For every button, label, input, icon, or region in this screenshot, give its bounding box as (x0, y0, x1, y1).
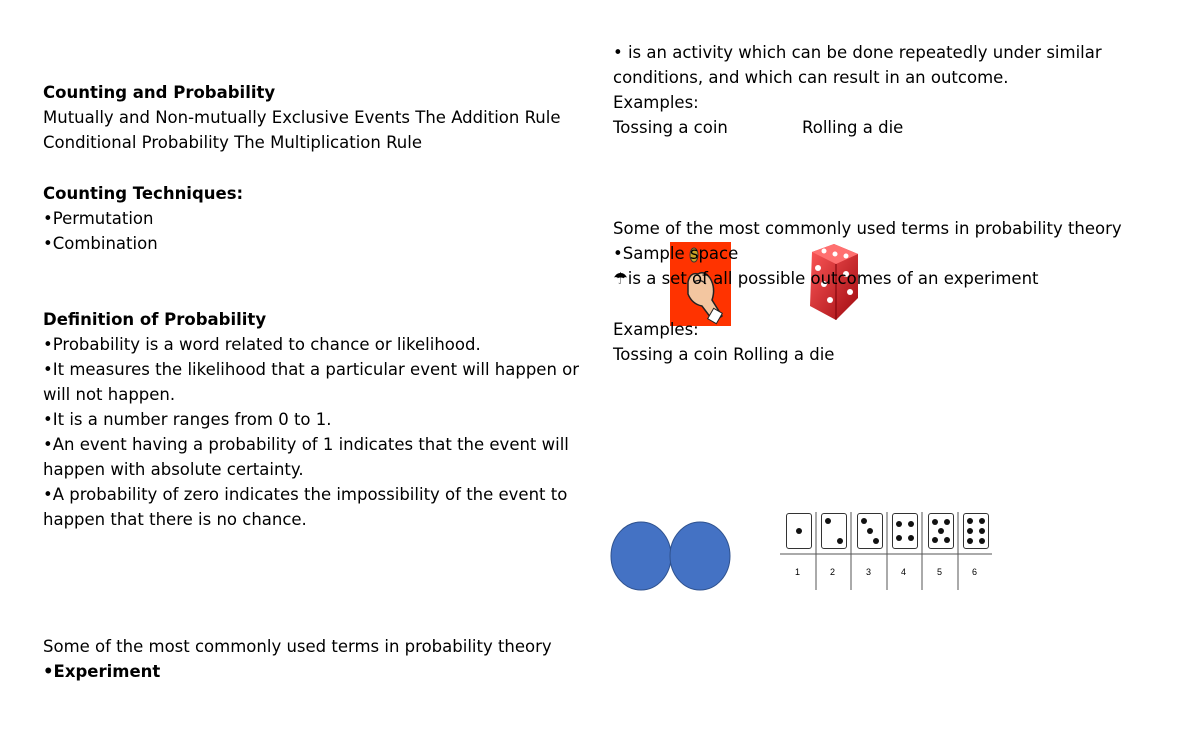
page-title: Counting and Probability (43, 83, 276, 102)
coin-tails (670, 522, 730, 590)
examples-label-2: Examples: (613, 320, 699, 339)
topics-line-2: Conditional Probability The Multiplication Rule (43, 133, 423, 152)
list-item: •Permutation (43, 209, 154, 228)
die-outcome-label: 2 (830, 567, 836, 577)
definition-line: •It is a number ranges from 0 to 1. (43, 410, 332, 429)
coin-outcomes-image (610, 521, 732, 591)
die-outcome-label: 1 (795, 567, 801, 577)
experiment-label: •Experiment (43, 662, 161, 681)
sample-space-label: •Sample space (613, 244, 739, 263)
example-coin: Tossing a coin (613, 118, 728, 137)
definition-heading: Definition of Probability (43, 310, 267, 329)
definition-line: •Probability is a word related to chance or likelihood. (43, 335, 481, 354)
topics-line-1: Mutually and Non-mutually Exclusive Events The Addition Rule (43, 108, 561, 127)
examples-line-2: Tossing a coin Rolling a die (613, 345, 835, 364)
terms-intro-left: Some of the most commonly used terms in probability theory (43, 637, 552, 656)
die-outcome-label: 4 (901, 567, 907, 577)
die-face-6 (963, 513, 989, 549)
experiment-definition-line-1: • is an activity which can be done repeatedly under similar (613, 43, 1102, 62)
definition-line: •A probability of zero indicates the impossibility of the event to (43, 485, 568, 504)
die-face-3 (857, 513, 883, 549)
die-face-5 (928, 513, 954, 549)
die-outcome-label: 6 (972, 567, 978, 577)
list-item: •Combination (43, 234, 158, 253)
die-face-1 (786, 513, 812, 549)
definition-line: happen with absolute certainty. (43, 460, 304, 479)
die-face-4 (892, 513, 918, 549)
definition-line: •It measures the likelihood that a particular event will happen or (43, 360, 580, 379)
definition-line: will not happen. (43, 385, 176, 404)
experiment-definition-line-2: conditions, and which can result in an outcome. (613, 68, 1009, 87)
terms-intro-right: Some of the most commonly used terms in probability theory (613, 219, 1122, 238)
coin-heads (611, 522, 671, 590)
definition-line: happen that there is no chance. (43, 510, 307, 529)
die-face-2 (821, 513, 847, 549)
sample-space-definition: ☂is a set of all possible outcomes of an experiment (613, 269, 1039, 288)
die-outcome-label: 5 (937, 567, 943, 577)
die-outcome-label: 3 (866, 567, 872, 577)
definition-line: •An event having a probability of 1 indicates that the event will (43, 435, 569, 454)
example-die: Rolling a die (802, 118, 904, 137)
counting-heading: Counting Techniques: (43, 184, 244, 203)
examples-label: Examples: (613, 93, 699, 112)
